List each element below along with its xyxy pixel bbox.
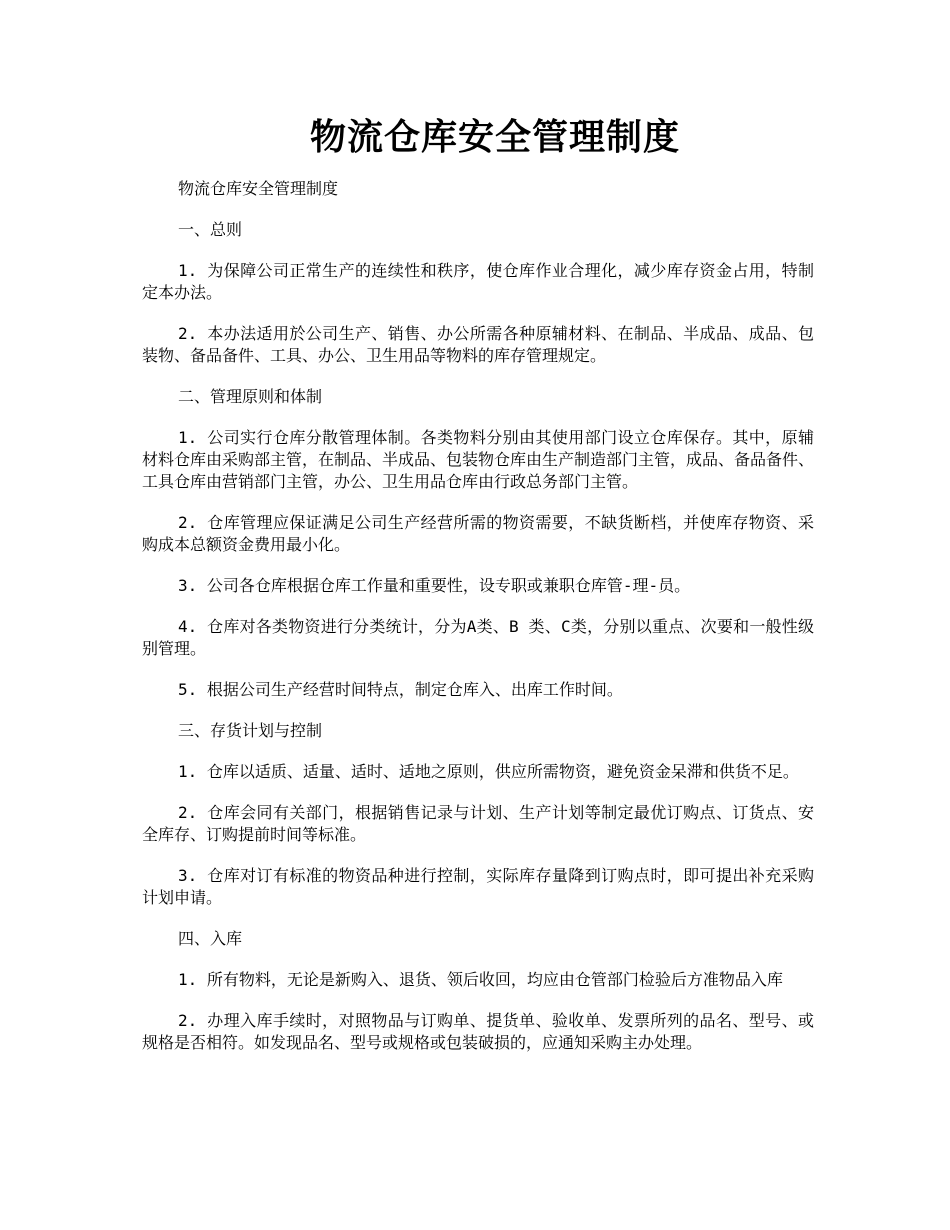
document-title: 物流仓库安全管理制度 bbox=[309, 116, 680, 158]
paragraph: 1. 所有物料，无论是新购入、退货、领后收回，均应由仓管部门检验后方准物品入库 bbox=[178, 970, 783, 989]
paragraph-subtitle: 物流仓库安全管理制度 bbox=[178, 179, 339, 198]
paragraph: 5. 根据公司生产经营时间特点，制定仓库入、出库工作时间。 bbox=[178, 680, 623, 699]
paragraph: 1. 为保障公司正常生产的连续性和秩序，使仓库作业合理化，减少库存资金占用，特制定本办法。 bbox=[142, 261, 814, 302]
paragraph: 4. 仓库对各类物资进行分类统计，分为A类、B 类、C类，分别以重点、次要和一般性级别管理。 bbox=[142, 617, 814, 658]
paragraph: 2. 仓库会同有关部门，根据销售记录与计划、生产计划等制定最优订购点、订货点、安全库存、订购提前时间等标准。 bbox=[142, 803, 814, 844]
paragraph: 1. 公司实行仓库分散管理体制。各类物料分别由其使用部门设立仓库保存。其中，原辅材料仓库由采购部主管，在制品、半成品、包装物仓库由生产制造部门主管，成品、备品备件、工具仓库由营销部门主管，办公、卫生用品仓库由行政总务部门主管。 bbox=[142, 428, 815, 491]
paragraph: 3. 仓库对订有标准的物资品种进行控制，实际库存量降到订购点时，即可提出补充采购计划申请。 bbox=[142, 866, 814, 907]
document-body bbox=[142, 178, 814, 1073]
paragraph: 2. 本办法适用於公司生产、销售、办公所需各种原辅材料、在制品、半成品、成品、包装物、备品备件、工具、办公、卫生用品等物料的库存管理规定。 bbox=[142, 324, 814, 365]
paragraph: 2. 办理入库手续时，对照物品与订购单、提货单、验收单、发票所列的品名、型号、或规格是否相符。如发现品名、型号或规格或包装破损的，应通知采购主办处理。 bbox=[142, 1011, 814, 1052]
section-heading-warehousing-in: 四、入库 bbox=[178, 929, 243, 948]
paragraph: 2. 仓库管理应保证满足公司生产经营所需的物资需要，不缺货断档，并使库存物资、采购成本总额资金费用最小化。 bbox=[142, 513, 814, 554]
paragraph: 1. 仓库以适质、适量、适时、适地之原则，供应所需物资，避免资金呆滞和供货不足。 bbox=[178, 762, 799, 781]
section-heading-inventory-planning: 三、存货计划与控制 bbox=[178, 721, 323, 740]
section-heading-principles: 二、管理原则和体制 bbox=[178, 387, 323, 406]
paragraph: 3. 公司各仓库根据仓库工作量和重要性，设专职或兼职仓库管-理-员。 bbox=[178, 576, 691, 595]
section-heading-general: 一、总则 bbox=[178, 220, 243, 239]
